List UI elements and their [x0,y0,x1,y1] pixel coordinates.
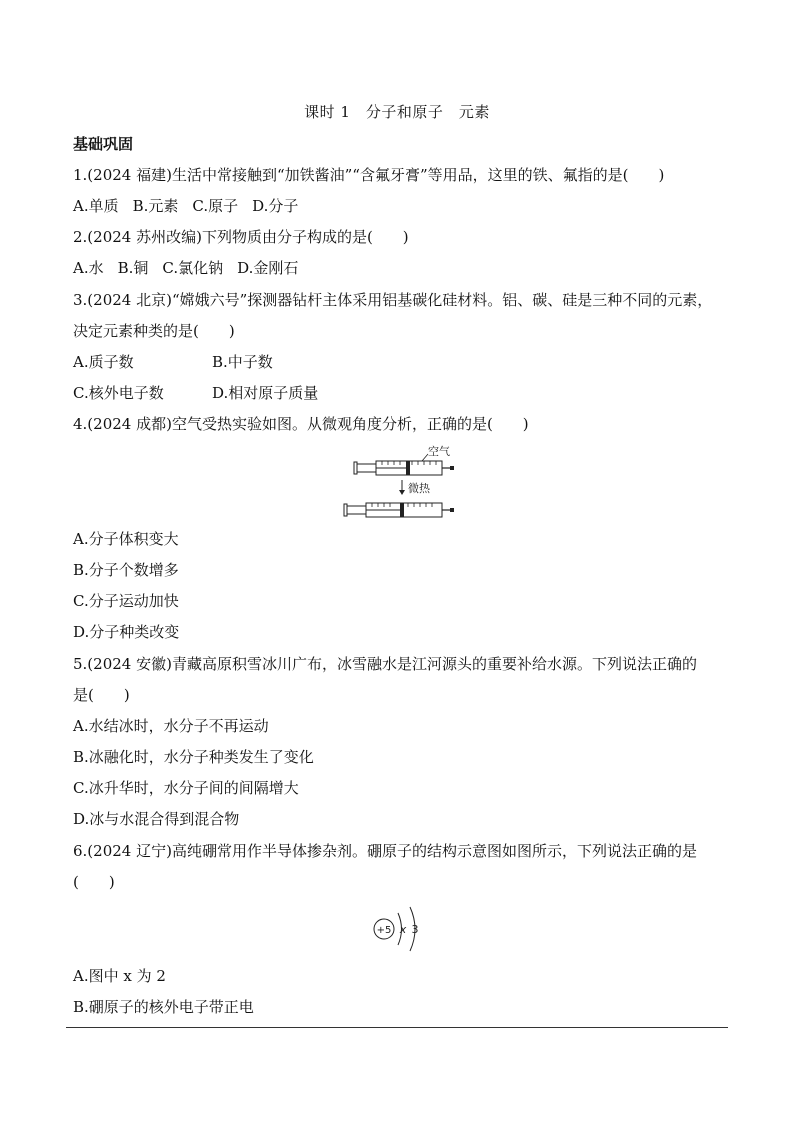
q2-option-a[interactable]: A.水 [73,259,104,277]
q3-options-row2 [73,383,473,403]
q3-stem-line1: 3.(2024 北京)“嫦娥六号”探测器钻杆主体采用铝基碳化硅材料。铝、碳、硅是三种不同的元素， [73,291,713,309]
q3-option-a[interactable]: A.质子数 [73,353,134,371]
boron-atom-diagram [370,903,430,955]
q5-option-c[interactable]: C.冰升华时，水分子间的间隔增大 [73,779,299,797]
q2-option-b[interactable]: B.铜 [117,259,149,277]
heat-arrow [399,480,405,495]
q4-option-d[interactable]: D.分子种类改变 [73,623,180,641]
section-heading: 基础巩固 [73,135,134,153]
q1-option-b[interactable]: B.元素 [132,197,179,215]
q2-stem: 2.(2024 苏州改编)下列物质由分子构成的是( ) [73,228,409,246]
q3-option-d[interactable]: D.相对原子质量 [212,384,319,402]
q2-options [73,258,298,278]
shell1-electrons: x [399,923,407,936]
footer-divider [66,1027,728,1028]
q6-stem-line2: ( ) [73,873,115,891]
q4-option-c[interactable]: C.分子运动加快 [73,592,179,610]
q1-option-a[interactable]: A.单质 [73,197,119,215]
q5-option-a[interactable]: A.水结冰时，水分子不再运动 [73,717,269,735]
shell2-electrons: 3 [411,923,419,936]
q3-option-c[interactable]: C.核外电子数 [73,384,164,402]
syringe-bottom [344,503,454,517]
q3-option-b[interactable]: B.中子数 [212,353,273,371]
q3-options-row1 [73,352,473,372]
nucleus-charge: +5 [376,925,392,936]
q1-option-d[interactable]: D.分子 [252,197,299,215]
q5-stem-line1: 5.(2024 安徽)青藏高原积雪冰川广布，冰雪融水是江河源头的重要补给水源。下列说法正确的 [73,655,697,673]
q4-option-a[interactable]: A.分子体积变大 [73,530,179,548]
q6-stem-line1: 6.(2024 辽宁)高纯硼常用作半导体掺杂剂。硼原子的结构示意图如图所示，下列说法正确的是 [73,842,697,860]
q1-stem: 1.(2024 福建)生活中常接触到“加铁酱油”“含氟牙膏”等用品，这里的铁、氟指的是( ) [73,166,665,184]
q6-option-b[interactable]: B.硼原子的核外电子带正电 [73,998,254,1016]
fig-label-heat: 微热 [408,482,430,495]
syringe-figure [340,444,460,522]
q4-stem: 4.(2024 成都)空气受热实验如图。从微观角度分析，正确的是( ) [73,415,529,433]
q3-stem-line2: 决定元素种类的是( ) [73,322,235,340]
q6-option-a[interactable]: A.图中 x 为 2 [73,967,166,985]
q2-option-c[interactable]: C.氯化钠 [162,259,224,277]
q1-options [73,196,298,216]
q5-option-d[interactable]: D.冰与水混合得到混合物 [73,810,240,828]
q1-option-c[interactable]: C.原子 [192,197,239,215]
page-title: 课时 1 分子和原子 元素 [304,103,490,121]
q2-option-d[interactable]: D.金刚石 [237,259,299,277]
q5-stem-line2: 是( ) [73,686,130,704]
q4-option-b[interactable]: B.分子个数增多 [73,561,179,579]
fig-label-air: 空气 [428,445,450,458]
q5-option-b[interactable]: B.冰融化时，水分子种类发生了变化 [73,748,314,766]
